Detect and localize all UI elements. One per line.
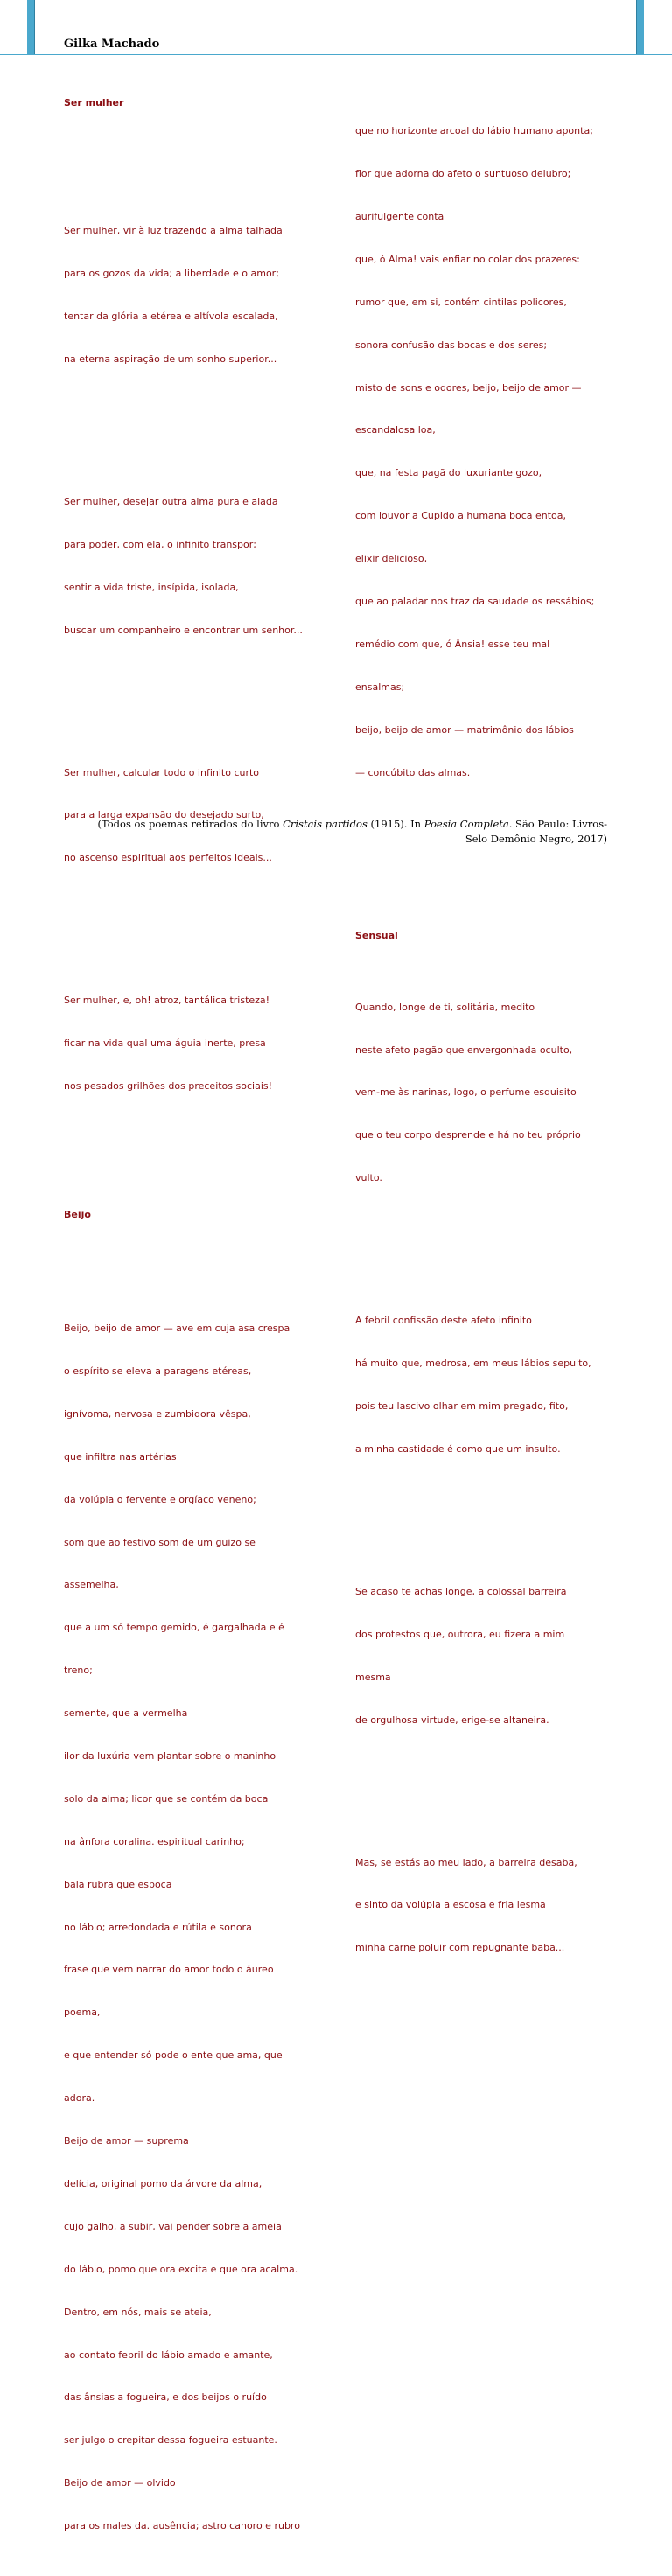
verse-line: dos protestos que, outrora, eu fizera a mim <box>355 1628 565 1640</box>
verse-line: Quando, longe de ti, solitária, medito <box>355 1001 536 1013</box>
source-footnote <box>79 817 607 847</box>
verse-line: há muito que, medrosa, em meus lábios sepulto, <box>355 1358 592 1370</box>
verse-line: ignívoma, nervosa e zumbidora vêspa, <box>64 1407 251 1420</box>
stanza <box>355 972 618 1214</box>
verse-line: semente, que a vermelha <box>64 1707 188 1720</box>
verse-line: que, na festa pagã do luxuriante gozo, <box>355 467 542 479</box>
footnote-publisher: Selo Demônio Negro, 2017) <box>465 833 607 845</box>
verse-line: na ânfora coralina. espiritual carinho; <box>64 1835 245 1847</box>
author-name: Gilka Machado <box>64 38 160 51</box>
verse-line: da volúpia o fervente e orgíaco veneno; <box>64 1493 256 1505</box>
verse-line: misto de sons e odores, beijo, beijo de amor — <box>355 381 582 394</box>
verse-line: escandalosa loa, <box>355 424 436 436</box>
footnote-text: (Todos os poemas retirados do livro <box>97 818 284 830</box>
verse-line: das ânsias a fogueira, e dos beijos o ruído <box>64 2391 267 2404</box>
verse-line: assemelha, <box>64 1579 119 1591</box>
verse-line: buscar um companheiro e encontrar um senhor... <box>64 624 303 636</box>
header-divider <box>0 54 672 55</box>
verse-line: Dentro, em nós, mais se ateia, <box>64 2306 212 2318</box>
verse-line: que a um só tempo gemido, é gargalhada e é <box>64 1622 284 1634</box>
verse-line: ensalmas; <box>355 681 405 693</box>
verse-line: para os gozos da vida; a liberdade e o amor; <box>64 268 279 280</box>
verse-line: som que ao festivo som de um guizo se <box>64 1536 256 1548</box>
right-accent-bar <box>636 0 644 54</box>
verse-line: cujo galho, a subir, vai pender sobre a ameia <box>64 2220 282 2232</box>
footnote-book-title: Cristais partidos <box>283 818 368 830</box>
verse-line: minha carne poluir com repugnante baba... <box>355 1942 565 1954</box>
poem-title-beijo: Beijo <box>64 1208 91 1220</box>
footnote-text: (1915). In <box>367 818 424 830</box>
verse-line: vulto. <box>355 1172 382 1184</box>
poem-title-sensual: Sensual <box>355 930 398 942</box>
verse-line: ilor da luxúria vem plantar sobre o maninho <box>64 1750 276 1763</box>
poem-title-ser-mulher: Ser mulher <box>64 96 124 108</box>
verse-line: e que entender só pode o ente que ama, que <box>64 2049 283 2062</box>
verse-line: elixir delicioso, <box>355 553 428 565</box>
verse-line: rumor que, em si, contém cintilas policores, <box>355 296 567 308</box>
verse-line: a minha castidade é como que um insulto. <box>355 1442 561 1455</box>
verse-line: adora. <box>64 2092 95 2105</box>
verse-line: e sinto da volúpia a escosa e fria lesma <box>355 1899 546 1911</box>
verse-line: poema, <box>64 2007 101 2019</box>
verse-line: Ser mulher, vir à luz trazendo a alma talhada <box>64 225 283 237</box>
verse-line: Ser mulher, calcular todo o infinito curto <box>64 766 260 778</box>
verse-line: que infiltra nas artérias <box>64 1450 177 1463</box>
stanza <box>64 466 326 666</box>
verse-line: no lábio; arredondada e rútila e sonora <box>64 1921 252 1933</box>
verse-line: Se acaso te achas longe, a colossal barreira <box>355 1585 567 1597</box>
verse-line: flor que adorna do afeto o suntuoso delubro; <box>355 168 571 180</box>
verse-line: pois teu lascivo olhar em mim pregado, fito, <box>355 1400 569 1413</box>
verse-line: treno; <box>64 1665 93 1677</box>
verse-line: Beijo, beijo de amor — ave em cuja asa crespa <box>64 1323 290 1335</box>
verse-line: frase que vem narrar do amor todo o áureo <box>64 1964 274 1976</box>
stanza <box>64 966 326 1122</box>
verse-line: o espírito se eleva a paragens etéreas, <box>64 1365 252 1378</box>
verse-line: de orgulhosa virtude, erige-se altaneira. <box>355 1714 550 1726</box>
left-accent-bar <box>27 0 35 54</box>
verse-line: no ascenso espiritual aos perfeitos ideais... <box>64 852 272 864</box>
verse-line: beijo, beijo de amor — matrimônio dos lábios <box>355 723 574 736</box>
verse-line: que, ó Alma! vais enfiar no colar dos prazeres: <box>355 253 580 265</box>
stanza <box>64 196 326 395</box>
stanza <box>355 1827 618 1984</box>
verse-line: delícia, original pomo da árvore da alma, <box>64 2177 262 2189</box>
verse-line: Ser mulher, desejar outra alma pura e alada <box>64 495 278 507</box>
stanza <box>355 1556 618 1756</box>
verse-line: nos pesados grilhões dos preceitos sociais! <box>64 1080 273 1093</box>
stanza <box>355 96 618 809</box>
verse-line: A febril confissão deste afeto infinito <box>355 1315 532 1327</box>
verse-line: tentar da glória a etérea e altívola escalada, <box>64 311 278 323</box>
verse-line: que ao paladar nos traz da saudade os ressábios; <box>355 595 595 607</box>
verse-line: que no horizonte arcoal do lábio humano aponta; <box>355 125 593 137</box>
stanza <box>355 1286 618 1485</box>
verse-line: do lábio, pomo que ora excita e que ora acalma. <box>64 2263 298 2275</box>
verse-line: — concúbito das almas. <box>355 766 471 778</box>
verse-line: Beijo de amor — suprema <box>64 2135 189 2147</box>
verse-line: solo da alma; licor que se contém da boca <box>64 1792 269 1805</box>
left-column <box>64 67 326 2576</box>
verse-line: sonora confusão das bocas e dos seres; <box>355 339 548 351</box>
verse-line: remédio com que, ó Ânsia! esse teu mal <box>355 638 550 650</box>
verse-line: que o teu corpo desprende e há no teu próprio <box>355 1129 581 1141</box>
right-column <box>355 67 618 1998</box>
verse-line: vem-me às narinas, logo, o perfume esquisito <box>355 1086 577 1099</box>
stanza <box>64 1294 326 2562</box>
verse-line: neste afeto pagão que envergonhada oculto, <box>355 1044 573 1056</box>
footnote-text: . São Paulo: Livros- <box>508 818 607 830</box>
verse-line: ao contato febril do lábio amado e amante, <box>64 2349 273 2361</box>
verse-line: com louvor a Cupido a humana boca entoa, <box>355 510 567 522</box>
verse-line: Mas, se estás ao meu lado, a barreira desaba, <box>355 1856 578 1868</box>
verse-line: Beijo de amor — olvido <box>64 2477 176 2489</box>
verse-line: para os males da. ausência; astro canoro e rubro <box>64 2520 300 2532</box>
verse-line: sentir a vida triste, insípida, isolada, <box>64 581 239 593</box>
verse-line: Ser mulher, e, oh! atroz, tantálica tristeza! <box>64 995 270 1007</box>
verse-line: para poder, com ela, o infinito transpor; <box>64 538 256 550</box>
verse-line: mesma <box>355 1671 391 1683</box>
verse-line: ser julgo o crepitar dessa fogueira estuante. <box>64 2434 277 2447</box>
verse-line: ficar na vida qual uma águia inerte, presa <box>64 1037 266 1050</box>
verse-line: para a larga expansão do desejado surto, <box>64 809 264 821</box>
verse-line: aurifulgente conta <box>355 210 444 222</box>
verse-line: na eterna aspiração de um sonho superior... <box>64 353 277 365</box>
stanza <box>64 737 326 894</box>
verse-line: bala rubra que espoca <box>64 1878 172 1890</box>
footnote-collection-title: Poesia Completa <box>424 818 509 830</box>
